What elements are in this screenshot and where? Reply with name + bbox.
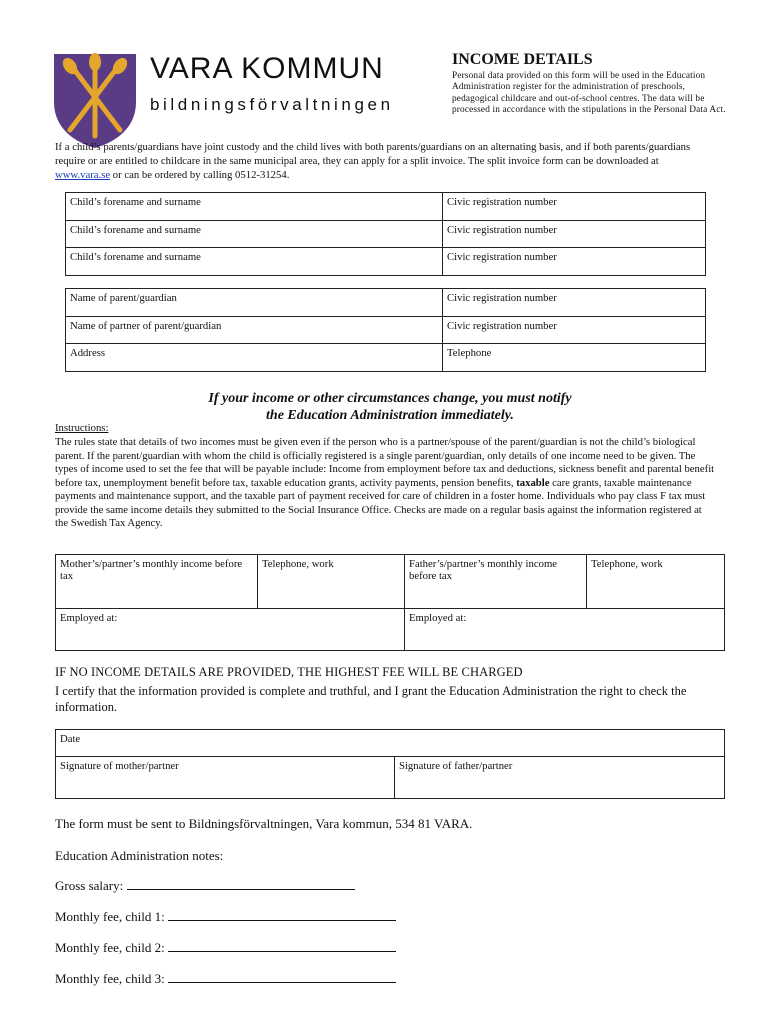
partner-name-field[interactable]: Name of partner of parent/guardian xyxy=(66,317,443,344)
certification-statement: I certify that the information provided is complete and truthful, and I grant the Education Administration the right to check the information. xyxy=(55,684,687,714)
org-name: VARA KOMMUN xyxy=(150,52,384,85)
mother-work-phone-field[interactable]: Telephone, work xyxy=(258,555,405,609)
highest-fee-warning: IF NO INCOME DETAILS ARE PROVIDED, THE HIGHEST FEE WILL BE CHARGED xyxy=(55,665,523,679)
father-signature-field[interactable]: Signature of father/partner xyxy=(395,757,725,799)
monthly-fee-child1-row xyxy=(55,909,396,925)
change-notice-line2: the Education Administration immediately. xyxy=(266,408,514,423)
intro-paragraph xyxy=(55,140,715,182)
mailing-address: The form must be sent to Bildningsförvaltningen, Vara kommun, 534 81 VARA. xyxy=(55,816,473,831)
child-civic-number-field[interactable]: Civic registration number xyxy=(443,193,706,221)
gross-salary-input[interactable] xyxy=(127,878,355,890)
table-row xyxy=(56,609,725,651)
child-civic-number-field[interactable]: Civic registration number xyxy=(443,248,706,276)
instructions-text xyxy=(55,436,715,531)
admin-notes-heading: Education Administration notes: xyxy=(55,848,224,863)
child-name-field[interactable]: Child’s forename and surname xyxy=(66,248,443,276)
children-table xyxy=(65,192,706,276)
monthly-fee-child3-row xyxy=(55,971,396,987)
guardian-table xyxy=(65,288,706,372)
date-field[interactable]: Date xyxy=(56,730,725,757)
intro-text-end: or can be ordered by calling 0512-31254. xyxy=(112,169,290,181)
child-civic-number-field[interactable]: Civic registration number xyxy=(443,221,706,248)
intro-text: If a child’s parents/guardians have joint custody and the child lives with both parents/guardians on an alternating basis, and if both parents/guardians require or are entitled to childcare in the same municipal area, they can apply for a split invoice. The split invoice form can be downloaded at xyxy=(55,141,691,167)
table-row xyxy=(66,344,706,372)
instructions-bold-word: taxable xyxy=(516,476,550,489)
gross-salary-label: Gross salary: xyxy=(55,878,124,893)
vara-kommun-coat-of-arms-icon xyxy=(50,50,140,150)
child-name-field[interactable]: Child’s forename and surname xyxy=(66,193,443,221)
form-title: INCOME DETAILS xyxy=(452,51,593,68)
table-row xyxy=(66,248,706,276)
guardian-civic-number-field[interactable]: Civic registration number xyxy=(443,289,706,317)
signature-table xyxy=(55,729,725,799)
mother-income-field[interactable]: Mother’s/partner’s monthly income before tax xyxy=(56,555,258,609)
address-field[interactable]: Address xyxy=(66,344,443,372)
privacy-notice: Personal data provided on this form will be used in the Education Administration register for the administration of preschools, pedagogical childcare and out-of-school centres. The data will be processed in accordance with the stipulations in the Personal Data Act. xyxy=(452,71,726,116)
mother-signature-field[interactable]: Signature of mother/partner xyxy=(56,757,395,799)
table-row xyxy=(66,193,706,221)
telephone-field[interactable]: Telephone xyxy=(443,344,706,372)
gross-salary-row xyxy=(55,878,355,894)
monthly-fee-child2-row xyxy=(55,940,396,956)
monthly-fee-child3-input[interactable] xyxy=(168,971,396,983)
table-row xyxy=(66,221,706,248)
mother-employer-field[interactable]: Employed at: xyxy=(56,609,405,651)
father-work-phone-field[interactable]: Telephone, work xyxy=(587,555,725,609)
monthly-fee-child1-label: Monthly fee, child 1: xyxy=(55,909,165,924)
table-row xyxy=(56,555,725,609)
table-row xyxy=(66,317,706,344)
income-table xyxy=(55,554,725,651)
table-row xyxy=(66,289,706,317)
monthly-fee-child2-input[interactable] xyxy=(168,940,396,952)
org-department: bildningsförvaltningen xyxy=(150,95,394,114)
partner-civic-number-field[interactable]: Civic registration number xyxy=(443,317,706,344)
father-income-field[interactable]: Father’s/partner’s monthly income before tax xyxy=(405,555,587,609)
instructions-part2: care grants, taxable maintenance payments and maintenance support, and the taxable part of payment received for care of children in a foster home. Individuals who pay class F tax must provide the same income details they submitted to the Social Insurance Office. Checks are made on a regular basis against the information registered at the Swedish Tax Agency. xyxy=(55,476,706,529)
vara-website-link[interactable]: www.vara.se xyxy=(55,169,111,181)
child-name-field[interactable]: Child’s forename and surname xyxy=(66,221,443,248)
change-notice-line1: If your income or other circumstances change, you must notify xyxy=(208,391,572,406)
table-row xyxy=(56,757,725,799)
father-employer-field[interactable]: Employed at: xyxy=(405,609,725,651)
monthly-fee-child3-label: Monthly fee, child 3: xyxy=(55,971,165,986)
instructions-heading: Instructions: xyxy=(55,422,109,434)
change-notice xyxy=(110,390,670,424)
table-row xyxy=(56,730,725,757)
monthly-fee-child2-label: Monthly fee, child 2: xyxy=(55,940,165,955)
monthly-fee-child1-input[interactable] xyxy=(168,909,396,921)
instructions-part1: The rules state that details of two incomes must be given even if the person who is a partner/spouse of the parent/guardian is not the child’s biological parent. If the parent/guardian with whom the child is officially registered is a single parent/guardian, only details of one income need to be given. The types of income used to set the fee that will be payable include: Income from employment before tax and deductions, sickness benefit and parental benefit before tax, unemployment benefit before tax, taxable education grants, activity payments, pension benefits, xyxy=(55,436,715,489)
guardian-name-field[interactable]: Name of parent/guardian xyxy=(66,289,443,317)
